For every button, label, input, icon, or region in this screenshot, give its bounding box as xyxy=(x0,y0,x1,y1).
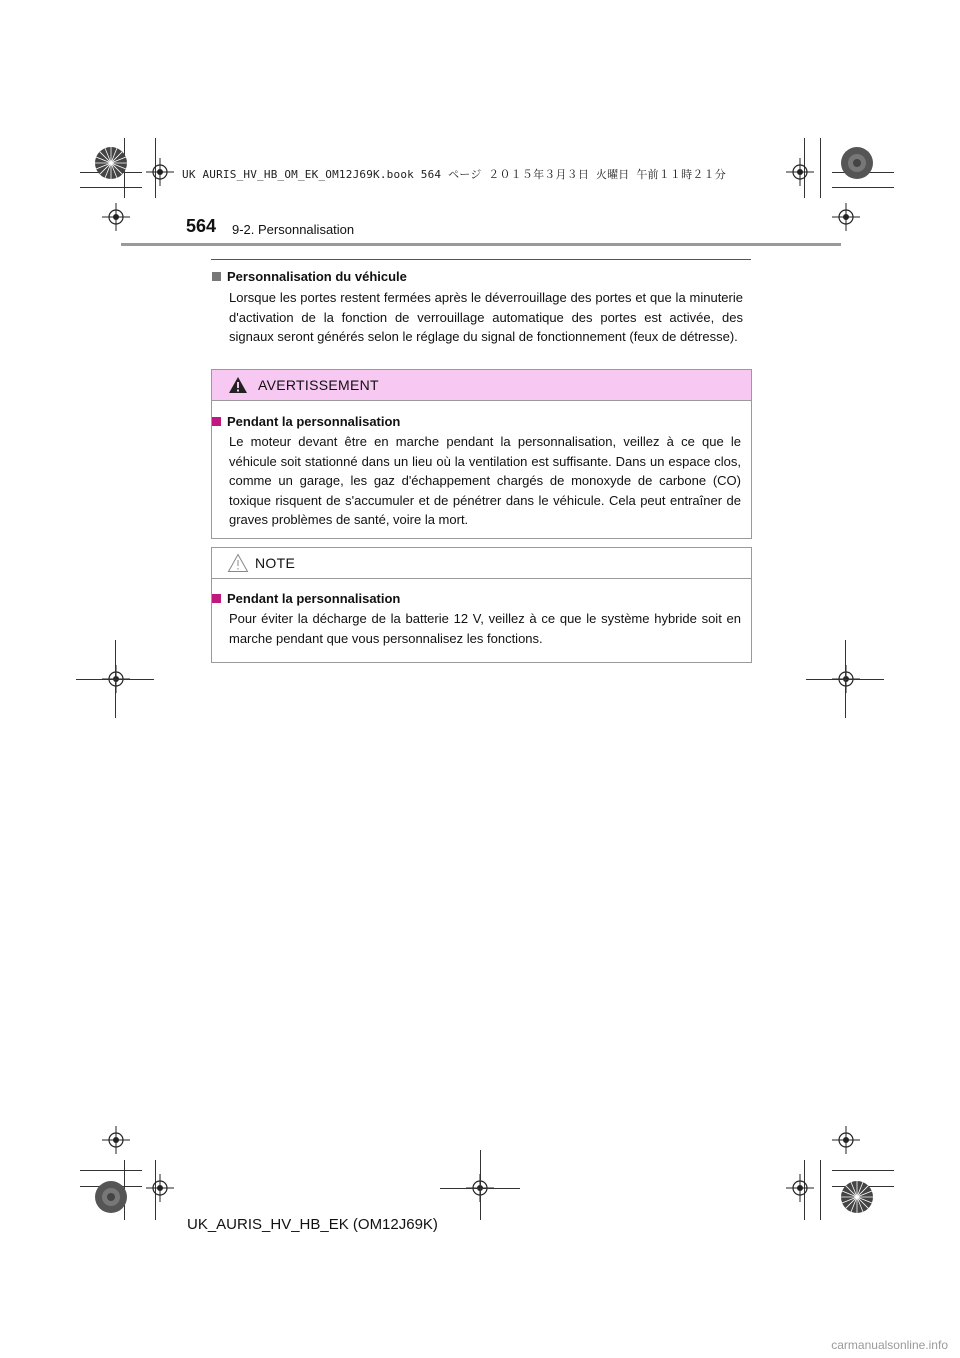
document-code: UK_AURIS_HV_HB_EK (OM12J69K) xyxy=(187,1216,438,1233)
intro-paragraph: Lorsque les portes restent fermées après le déverrouillage des portes et que la minuterie d'activation de la fonction de verrouillage automatique des portes est activée, des signaux seront générés selon le réglage du signal de fonctionnement (feux de détresse). xyxy=(229,290,743,344)
registration-mark-icon xyxy=(832,203,860,231)
watermark: carmanualsonline.info xyxy=(831,1338,948,1352)
crop-mark xyxy=(832,187,894,188)
rosette-mark-icon xyxy=(94,146,128,180)
note-box-header xyxy=(212,548,751,579)
warning-box xyxy=(211,369,752,539)
note-heading xyxy=(212,591,400,606)
crop-mark xyxy=(820,1160,821,1220)
registration-mark-icon xyxy=(146,1174,174,1202)
warning-title: AVERTISSEMENT xyxy=(258,377,379,393)
header-rule xyxy=(121,243,841,246)
registration-mark-icon xyxy=(146,158,174,186)
page-number: 564 xyxy=(186,216,217,236)
crop-mark xyxy=(806,679,884,680)
intro-heading-text: Personnalisation du véhicule xyxy=(227,269,407,284)
crop-mark xyxy=(76,679,154,680)
note-paragraph: Pour éviter la décharge de la batterie 12 V, veillez à ce que le système hybride soit en marche pendant que vous personnalisez les fonctions. xyxy=(229,611,741,646)
registration-mark-icon xyxy=(786,1174,814,1202)
note-title: NOTE xyxy=(255,555,296,571)
warning-heading xyxy=(212,414,400,429)
crop-mark xyxy=(80,187,142,188)
square-bullet-icon xyxy=(212,594,221,603)
rosette-mark-icon xyxy=(840,146,874,180)
crop-mark xyxy=(820,138,821,198)
warning-box-header xyxy=(212,370,751,401)
crop-mark xyxy=(80,1170,142,1171)
divider xyxy=(211,259,751,260)
warning-heading-text: Pendant la personnalisation xyxy=(227,414,401,429)
warning-paragraph: Le moteur devant être en marche pendant la personnalisation, veillez à ce que le véhicule soit stationné dans un lieu où la ventilation est suffisante. Dans un espace clos, comme un garage, les gaz d'échappement chargés de monoxyde de carbone (CO) toxique risquent de s'accumuler et de pénétrer dans le véhicule. Cela peut entraîner de graves problèmes de santé, voire la mort. xyxy=(229,434,741,527)
square-bullet-icon xyxy=(212,417,221,426)
intro-heading xyxy=(212,269,407,284)
registration-mark-icon xyxy=(832,1126,860,1154)
registration-mark-icon xyxy=(102,1126,130,1154)
warning-triangle-icon xyxy=(228,376,248,394)
note-heading-text: Pendant la personnalisation xyxy=(227,591,401,606)
crop-mark xyxy=(480,1150,481,1220)
square-bullet-icon xyxy=(212,272,221,281)
registration-mark-icon xyxy=(786,158,814,186)
caution-triangle-outline-icon xyxy=(227,553,249,573)
registration-mark-icon xyxy=(102,203,130,231)
crop-mark xyxy=(832,1170,894,1171)
rosette-mark-icon xyxy=(840,1180,874,1214)
rosette-mark-icon xyxy=(94,1180,128,1214)
print-info: UK AURIS_HV_HB_OM_EK_OM12J69K.book 564 ページ ２０１５年３月３日 火曜日 午前１１時２１分 xyxy=(182,168,726,181)
note-box xyxy=(211,547,752,663)
section-title: 9-2. Personnalisation xyxy=(232,222,355,237)
